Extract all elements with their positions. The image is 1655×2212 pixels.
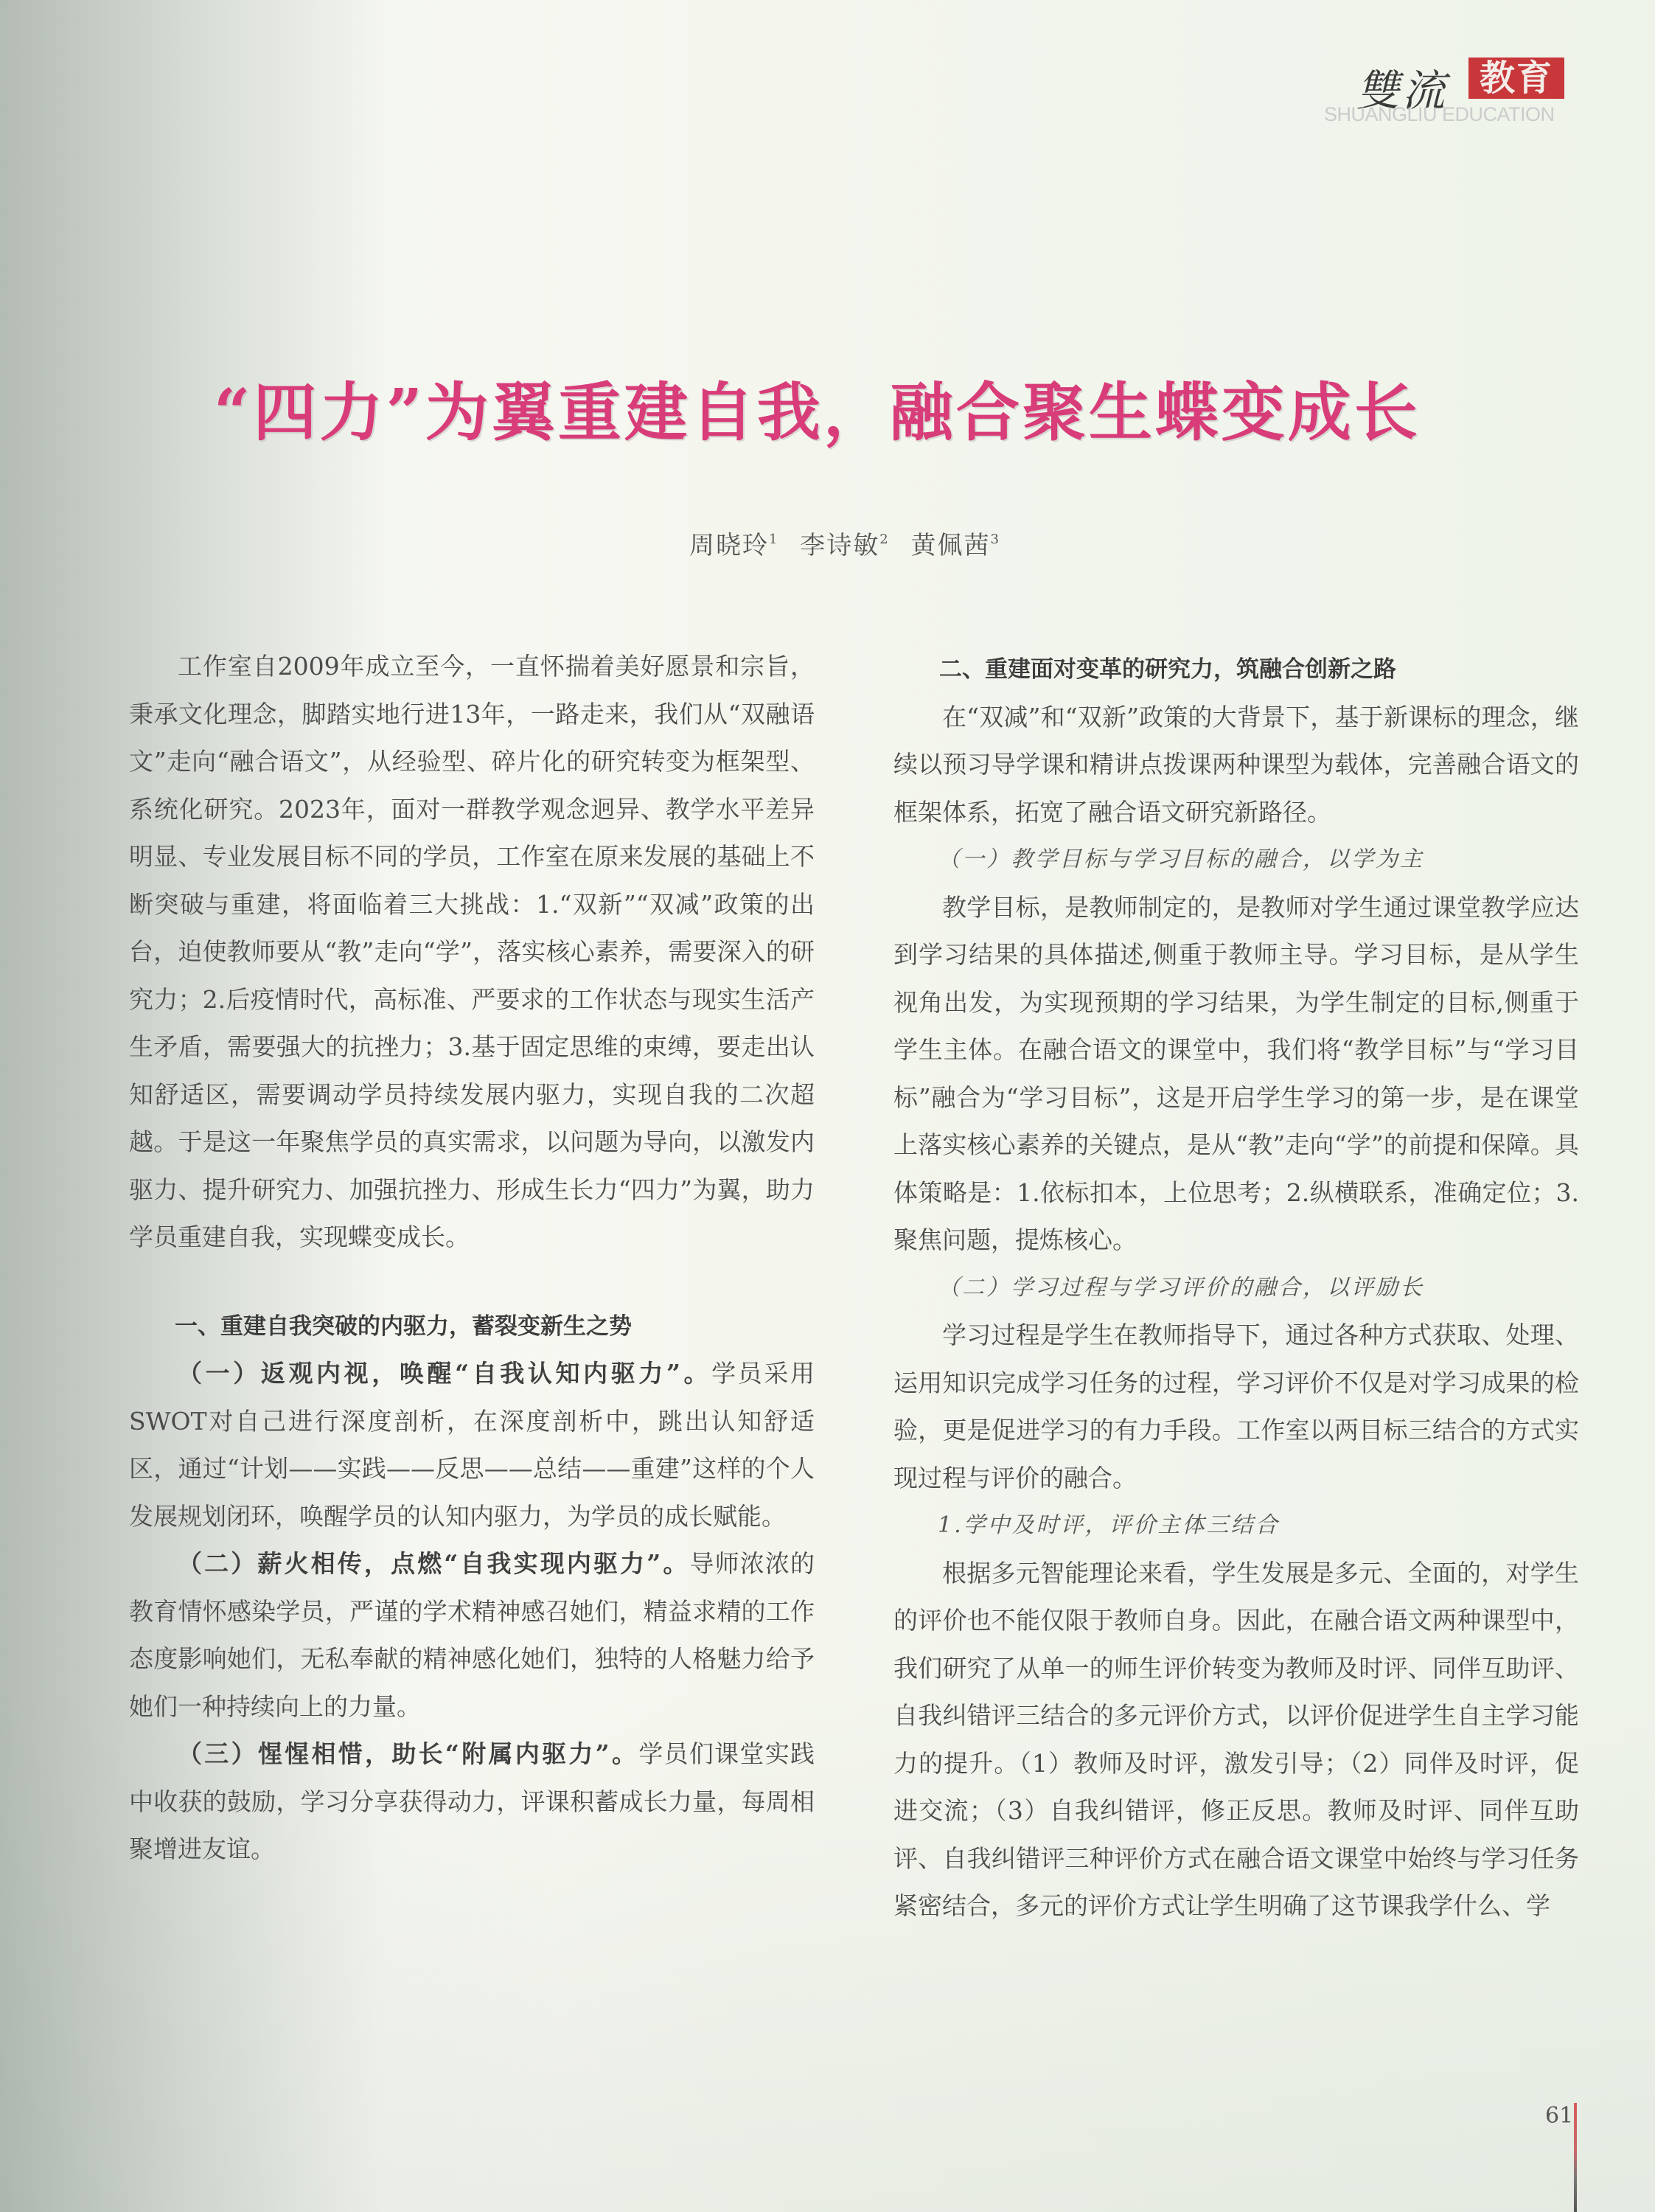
author-affiliation-mark: 3 — [990, 532, 999, 547]
page-edge-rule — [1574, 2103, 1577, 2212]
logo-subtitle: SHUANGLIU EDUCATION — [1324, 103, 1555, 125]
author-list — [689, 525, 1012, 561]
journal-logo — [1324, 50, 1578, 131]
author-name: 李诗敏 — [800, 531, 880, 560]
paragraph-body: 学员采用SWOT对自己进行深度剖析，在深度剖析中，跳出认知舒适区，通过“计划——实践——反思——总结——重建”这样的个人发展规划闭环，唤醒学员的认知内驱力，为学员的成长赋能。 — [129, 1359, 815, 1531]
section-2-heading: 二、重建面对变革的研究力，筑融合创新之路 — [939, 656, 1396, 683]
subsection-2-item-1-body: 根据多元智能理论来看，学生发展是多元、全面的，对学生的评价也不能仅限于教师自身。因此，在融合语文两种课型中，我们研究了从单一的师生评价转变为教师及时评、同伴互助评、自我纠错评三结合的多元评价方式，以评价促进学生自主学习能力的提升。（1）教师及时评，激发引导；（2）同伴及时评，促进交流；（3）自我纠错评，修正反思。教师及时评、同伴互助评、自我纠错评三种评价方式在融合语文课堂中始终与学习任务紧密结合，多元的评价方式让学生明确了这节课我学什么、学 — [893, 1558, 1579, 1920]
subsection-1-body: 教学目标，是教师制定的，是教师对学生通过课堂教学应达到学习结果的具体描述,侧重于教师主导。学习目标，是从学生视角出发，为实现预期的学习结果，为学生制定的目标,侧重于学生主体。在融合语文的课堂中，我们将“教学目标”与“学习目标”融合为“学习目标”，这是开启学生学习的第一步，是在课堂上落实核心素养的关键点，是从“教”走向“学”的前提和保障。具体策略是：1.依标扣本，上位思考；2.纵横联系，准确定位；3.聚焦问题，提炼核心。 — [893, 892, 1579, 1254]
page-number: 61 — [1545, 2103, 1574, 2129]
section-1-paragraph-1 — [129, 1350, 815, 1540]
right-column — [893, 646, 1579, 1930]
section-1-paragraph-3 — [129, 1731, 815, 1874]
spacer — [129, 1262, 815, 1303]
author-affiliation-mark: 1 — [769, 532, 778, 547]
logo-red-box: 教育 — [1468, 58, 1564, 99]
paragraph-body: 学员们课堂实践中收获的鼓励，学习分享获得动力，评课积蓄成长力量，每周相聚增进友谊。 — [129, 1739, 815, 1863]
subsection-1-heading: （一）教学目标与学习目标的融合，以学为主 — [938, 846, 1424, 872]
paragraph-lead: （三）惺惺相惜，助长“附属内驱力”。 — [178, 1739, 639, 1768]
paragraph-lead: （一）返观内视，唤醒“自我认知内驱力”。 — [178, 1359, 712, 1388]
author-affiliation-mark: 2 — [879, 532, 888, 547]
section-1-paragraph-2 — [129, 1540, 815, 1731]
section-2-intro: 在“双减”和“双新”政策的大背景下，基于新课标的理念，继续以预习导学课和精讲点拨课两种课型为载体，完善融合语文的框架体系，拓宽了融合语文研究新路径。 — [893, 702, 1579, 827]
article-title: “四力”为翼重建自我，融合聚生蝶变成长 — [214, 375, 1421, 450]
paragraph-body: 导师浓浓的教育情怀感染学员，严谨的学术精神感召她们，精益求精的工作态度影响她们，无私奉献的精神感化她们，独特的人格魅力给予她们一种持续向上的力量。 — [129, 1549, 815, 1721]
author-name: 周晓玲 — [689, 531, 769, 560]
logo-script-text: 雙流 — [1356, 66, 1449, 116]
paragraph-lead: （二）薪火相传，点燃“自我实现内驱力”。 — [178, 1549, 690, 1578]
intro-paragraph: 工作室自2009年成立至今，一直怀揣着美好愿景和宗旨，秉承文化理念，脚踏实地行进13年，一路走来，我们从“双融语文”走向“融合语文”，从经验型、碎片化的研究转变为框架型、系统化研究。2023年，面对一群教学观念迥异、教学水平差异明显、专业发展目标不同的学员，工作室在原来发展的基础上不断突破与重建，将面临着三大挑战：1.“双新”“双减”政策的出台，迫使教师要从“教”走向“学”，落实核心素养，需要深入的研究力；2.后疫情时代，高标准、严要求的工作状态与现实生活产生矛盾，需要强大的抗挫力；3.基于固定思维的束缚，要走出认知舒适区，需要调动学员持续发展内驱力，实现自我的二次超越。于是这一年聚焦学员的真实需求，以问题为导向，以激发内驱力、提升研究力、加强抗挫力、形成生长力“四力”为翼，助力学员重建自我，实现蝶变成长。 — [129, 652, 815, 1251]
subsection-2-body: 学习过程是学生在教师指导下，通过各种方式获取、处理、运用知识完成学习任务的过程，学习评价不仅是对学习成果的检验，更是促进学习的有力手段。工作室以两目标三结合的方式实现过程与评价的融合。 — [893, 1321, 1579, 1492]
subsection-2-item-1-heading: 1.学中及时评，评价主体三结合 — [938, 1512, 1280, 1538]
author-name: 黄佩茜 — [910, 531, 991, 560]
section-1-heading: 一、重建自我突破的内驱力，蓄裂变新生之势 — [175, 1312, 632, 1340]
subsection-2-heading: （二）学习过程与学习评价的融合，以评励长 — [938, 1274, 1424, 1301]
left-column — [129, 643, 815, 1874]
